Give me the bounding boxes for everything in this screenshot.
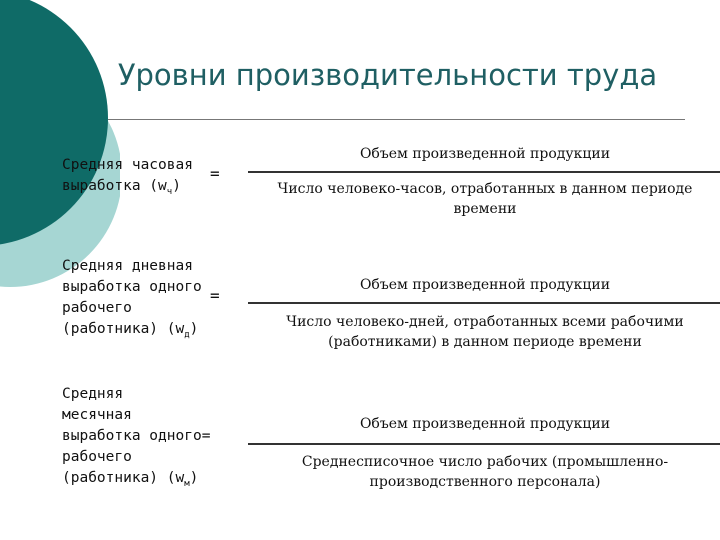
fraction-bar-hourly bbox=[248, 171, 720, 173]
title-divider bbox=[108, 119, 685, 120]
fraction-bar-monthly bbox=[248, 443, 720, 445]
formula-label-monthly: Средняя месячная выработка одного= рабочего (работника) $(w_м)$ bbox=[62, 386, 211, 489]
formula-label-daily: Средняя дневная выработка одного рабочего (работника) $(w_д)$ bbox=[62, 258, 202, 340]
denominator-daily: Число человеко-дней, отработанных всеми рабочими (работниками) в данном периоде времени bbox=[286, 314, 684, 350]
numerator-monthly: Объем произведенной продукции bbox=[359, 416, 611, 432]
formula-label-hourly: Средняя часовая выработка $(w_ч)$ bbox=[62, 157, 193, 197]
page-title: Уровни производительности труда bbox=[117, 58, 658, 92]
equals-sign-hourly: = bbox=[210, 164, 220, 183]
denominator-hourly: Число человеко-часов, отработанных в данном периоде времени bbox=[277, 181, 693, 217]
decorative-circles bbox=[0, 0, 120, 300]
numerator-hourly: Объем произведенной продукции bbox=[359, 146, 611, 162]
denominator-monthly: Среднесписочное число рабочих (промышленно-производственного персонала) bbox=[301, 454, 669, 490]
fraction-bar-daily bbox=[248, 302, 720, 304]
equals-sign-daily: = bbox=[210, 286, 220, 305]
numerator-daily: Объем произведенной продукции bbox=[359, 277, 611, 293]
